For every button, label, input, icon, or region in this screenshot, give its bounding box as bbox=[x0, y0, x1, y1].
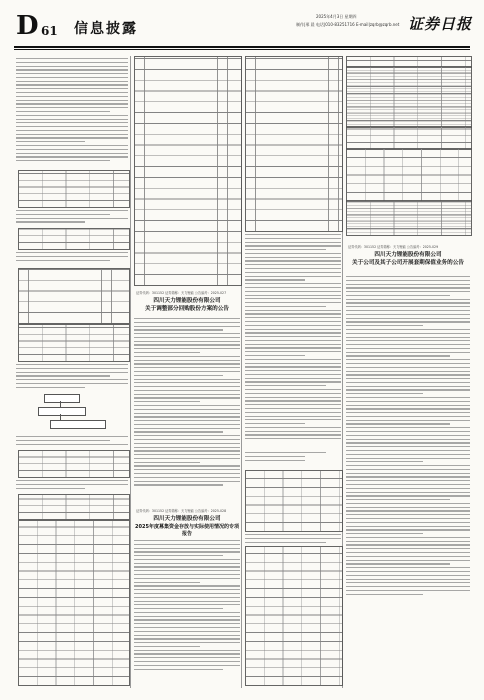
data-table bbox=[18, 450, 130, 478]
body-text-block bbox=[16, 436, 128, 447]
data-table bbox=[18, 268, 130, 324]
column-divider bbox=[130, 56, 131, 688]
data-table bbox=[134, 56, 242, 286]
data-table bbox=[346, 66, 472, 128]
notice-title: 关于调整部分回购股份方案的公告 bbox=[145, 306, 229, 312]
data-table bbox=[18, 324, 130, 362]
body-text-block bbox=[245, 534, 341, 545]
notice-code-line: 证券代码：301152 证券简称：天力锂能 公告编号：2025-027 bbox=[136, 291, 227, 295]
section-letter: D bbox=[16, 11, 39, 41]
section-number: 61 bbox=[41, 24, 58, 38]
notice-company: 四川天力锂能股份有限公司 bbox=[374, 252, 442, 258]
issue-date: 2025年4月3日 星期四 bbox=[316, 14, 357, 19]
newspaper-masthead: 证券日报 bbox=[408, 15, 473, 33]
notice-company: 四川天力锂能股份有限公司 bbox=[153, 516, 221, 522]
body-text-block bbox=[16, 364, 128, 390]
body-text-block bbox=[16, 480, 128, 491]
header-rule bbox=[14, 46, 470, 48]
flowchart-box bbox=[50, 420, 106, 429]
header-rule-thin bbox=[14, 49, 470, 50]
flowchart-box bbox=[44, 394, 80, 403]
data-table bbox=[18, 228, 130, 250]
section-title: 信息披露 bbox=[74, 21, 138, 37]
body-text-block bbox=[16, 58, 128, 164]
data-table bbox=[346, 126, 472, 150]
data-table bbox=[346, 200, 472, 236]
flowchart-box bbox=[38, 407, 86, 416]
body-text-block bbox=[245, 452, 341, 463]
editor-contact: 制作|邢 晨 电话|010-83251716 E-mail|zqrb@zqrb.net bbox=[296, 22, 400, 27]
data-table bbox=[245, 56, 343, 232]
body-text-block bbox=[134, 540, 240, 672]
notice-title: 关于公司及其子公司开展套期保值业务的公告 bbox=[352, 260, 464, 266]
data-table bbox=[18, 494, 130, 520]
body-text-block bbox=[16, 252, 128, 263]
notice-title: 2025年度募集资金存放与实际使用情况的专项报告 bbox=[135, 524, 239, 537]
data-table bbox=[18, 170, 130, 208]
data-table bbox=[245, 546, 343, 686]
data-table bbox=[245, 470, 343, 532]
body-text-block bbox=[245, 234, 341, 442]
notice-company: 四川天力锂能股份有限公司 bbox=[153, 298, 221, 304]
data-table bbox=[346, 148, 472, 202]
body-text-block bbox=[134, 318, 240, 488]
notice-code-line: 证券代码：301152 证券简称：天力锂能 公告编号：2025-028 bbox=[136, 509, 227, 513]
body-text-block bbox=[16, 210, 128, 225]
notice-code-line: 证券代码：301152 证券简称：天力锂能 公告编号：2025-029 bbox=[348, 245, 439, 249]
data-table bbox=[18, 520, 130, 686]
body-text-block bbox=[346, 276, 470, 597]
